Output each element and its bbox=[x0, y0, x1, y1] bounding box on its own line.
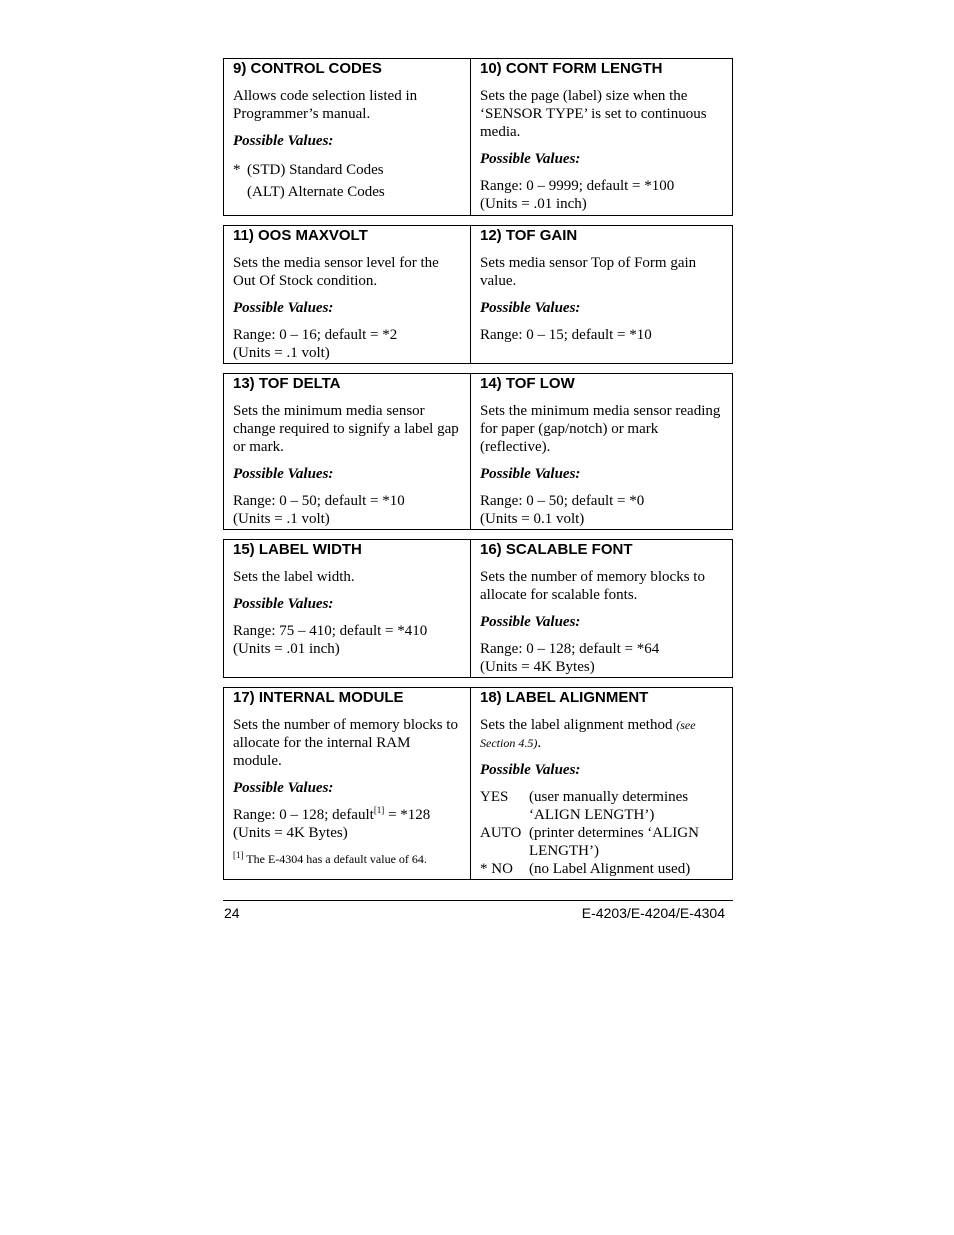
param-title: 12) TOF GAIN bbox=[480, 227, 578, 244]
param-row-17-18 bbox=[223, 687, 733, 880]
possible-values-label: Possible Values: bbox=[480, 762, 581, 778]
param-internal-module bbox=[224, 688, 471, 879]
param-description: Sets media sensor Top of Form gain value. bbox=[480, 255, 697, 289]
option-std bbox=[233, 159, 462, 181]
units-text: (Units = .01 inch) bbox=[480, 196, 587, 212]
range-text: Range: 0 – 128; default[1] = *128 bbox=[233, 805, 431, 823]
param-description: Sets the label alignment method (see Section 4.5). bbox=[480, 717, 696, 751]
option-yes bbox=[480, 788, 724, 824]
option-text: (ALT) Alternate Codes bbox=[247, 184, 385, 200]
units-text: (Units = .01 inch) bbox=[233, 641, 340, 657]
section-reference: (see Section 4.5) bbox=[480, 718, 696, 750]
param-title: 13) TOF DELTA bbox=[233, 375, 341, 392]
param-cont-form-length bbox=[471, 59, 732, 215]
footnote-marker: [1] bbox=[233, 850, 244, 860]
param-row-11-12 bbox=[223, 225, 733, 364]
param-title: 10) CONT FORM LENGTH bbox=[480, 60, 663, 77]
default-marker: * bbox=[233, 162, 241, 178]
option-key: AUTO bbox=[480, 825, 522, 841]
param-tof-low bbox=[471, 374, 732, 529]
option-alt bbox=[233, 181, 462, 203]
possible-values-label: Possible Values: bbox=[480, 300, 581, 316]
param-tof-delta bbox=[224, 374, 471, 529]
param-title: 17) INTERNAL MODULE bbox=[233, 689, 404, 706]
param-oos-maxvolt bbox=[224, 226, 471, 363]
option-text: (printer determines ‘ALIGN LENGTH’) bbox=[529, 825, 699, 859]
possible-values-label: Possible Values: bbox=[480, 466, 581, 482]
param-description: Sets the minimum media sensor reading for paper (gap/notch) or mark (reflective). bbox=[480, 403, 721, 455]
param-label-alignment bbox=[471, 688, 732, 879]
param-title: 15) LABEL WIDTH bbox=[233, 541, 362, 558]
option-key: * NO bbox=[480, 861, 513, 877]
param-description: Sets the minimum media sensor change required to signify a label gap or mark. bbox=[233, 403, 459, 455]
page-number: 24 bbox=[224, 905, 240, 921]
param-row-13-14 bbox=[223, 373, 733, 530]
range-text: Range: 0 – 16; default = *2 bbox=[233, 327, 398, 343]
option-text: (user manually determines ‘ALIGN LENGTH’) bbox=[529, 789, 689, 823]
possible-values-label: Possible Values: bbox=[233, 466, 334, 482]
param-tof-gain bbox=[471, 226, 732, 363]
units-text: (Units = 4K Bytes) bbox=[480, 659, 595, 675]
possible-values-label: Possible Values: bbox=[233, 133, 334, 149]
footnote-ref: [1] bbox=[373, 805, 385, 815]
range-text: Range: 75 – 410; default = *410 bbox=[233, 623, 428, 639]
param-description: Sets the label width. bbox=[233, 569, 355, 585]
footnote: [1] The E-4304 has a default value of 64. bbox=[233, 850, 427, 866]
possible-values-label: Possible Values: bbox=[480, 614, 581, 630]
range-text: Range: 0 – 15; default = *10 bbox=[480, 327, 652, 343]
range-text: Range: 0 – 128; default = *64 bbox=[480, 641, 660, 657]
param-label-width bbox=[224, 540, 471, 677]
range-text: Range: 0 – 50; default = *10 bbox=[233, 493, 405, 509]
param-title: 14) TOF LOW bbox=[480, 375, 575, 392]
possible-values-label: Possible Values: bbox=[233, 596, 334, 612]
param-row-9-10 bbox=[223, 58, 733, 216]
units-text: (Units = .1 volt) bbox=[233, 345, 330, 361]
possible-values-label: Possible Values: bbox=[480, 151, 581, 167]
units-text: (Units = .1 volt) bbox=[233, 511, 330, 527]
param-title: 18) LABEL ALIGNMENT bbox=[480, 689, 649, 706]
range-text: Range: 0 – 50; default = *0 bbox=[480, 493, 645, 509]
option-key: YES bbox=[480, 789, 509, 805]
param-description: Allows code selection listed in Programmer’s manual. bbox=[233, 88, 418, 122]
units-text: (Units = 0.1 volt) bbox=[480, 511, 585, 527]
param-description: Sets the number of memory blocks to allocate for scalable fonts. bbox=[480, 569, 705, 603]
range-text: Range: 0 – 9999; default = *100 bbox=[480, 178, 675, 194]
units-text: (Units = 4K Bytes) bbox=[233, 825, 348, 841]
param-description: Sets the page (label) size when the ‘SENSOR TYPE’ is set to continuous media. bbox=[480, 88, 707, 140]
option-no bbox=[480, 860, 724, 878]
option-text: (STD) Standard Codes bbox=[247, 162, 384, 178]
option-auto bbox=[480, 824, 724, 860]
param-description: Sets the number of memory blocks to allocate for the internal RAM module. bbox=[233, 717, 458, 769]
param-description: Sets the media sensor level for the Out Of Stock condition. bbox=[233, 255, 439, 289]
param-title: 16) SCALABLE FONT bbox=[480, 541, 633, 558]
param-title: 11) OOS MAXVOLT bbox=[233, 227, 368, 244]
param-control-codes bbox=[224, 59, 471, 215]
param-scalable-font bbox=[471, 540, 732, 677]
model-number: E-4203/E-4204/E-4304 bbox=[581, 905, 725, 921]
param-row-15-16 bbox=[223, 539, 733, 678]
possible-values-label: Possible Values: bbox=[233, 780, 334, 796]
possible-values-label: Possible Values: bbox=[233, 300, 334, 316]
footer-rule bbox=[223, 900, 733, 901]
param-title: 9) CONTROL CODES bbox=[233, 60, 382, 77]
option-text: (no Label Alignment used) bbox=[529, 861, 691, 877]
